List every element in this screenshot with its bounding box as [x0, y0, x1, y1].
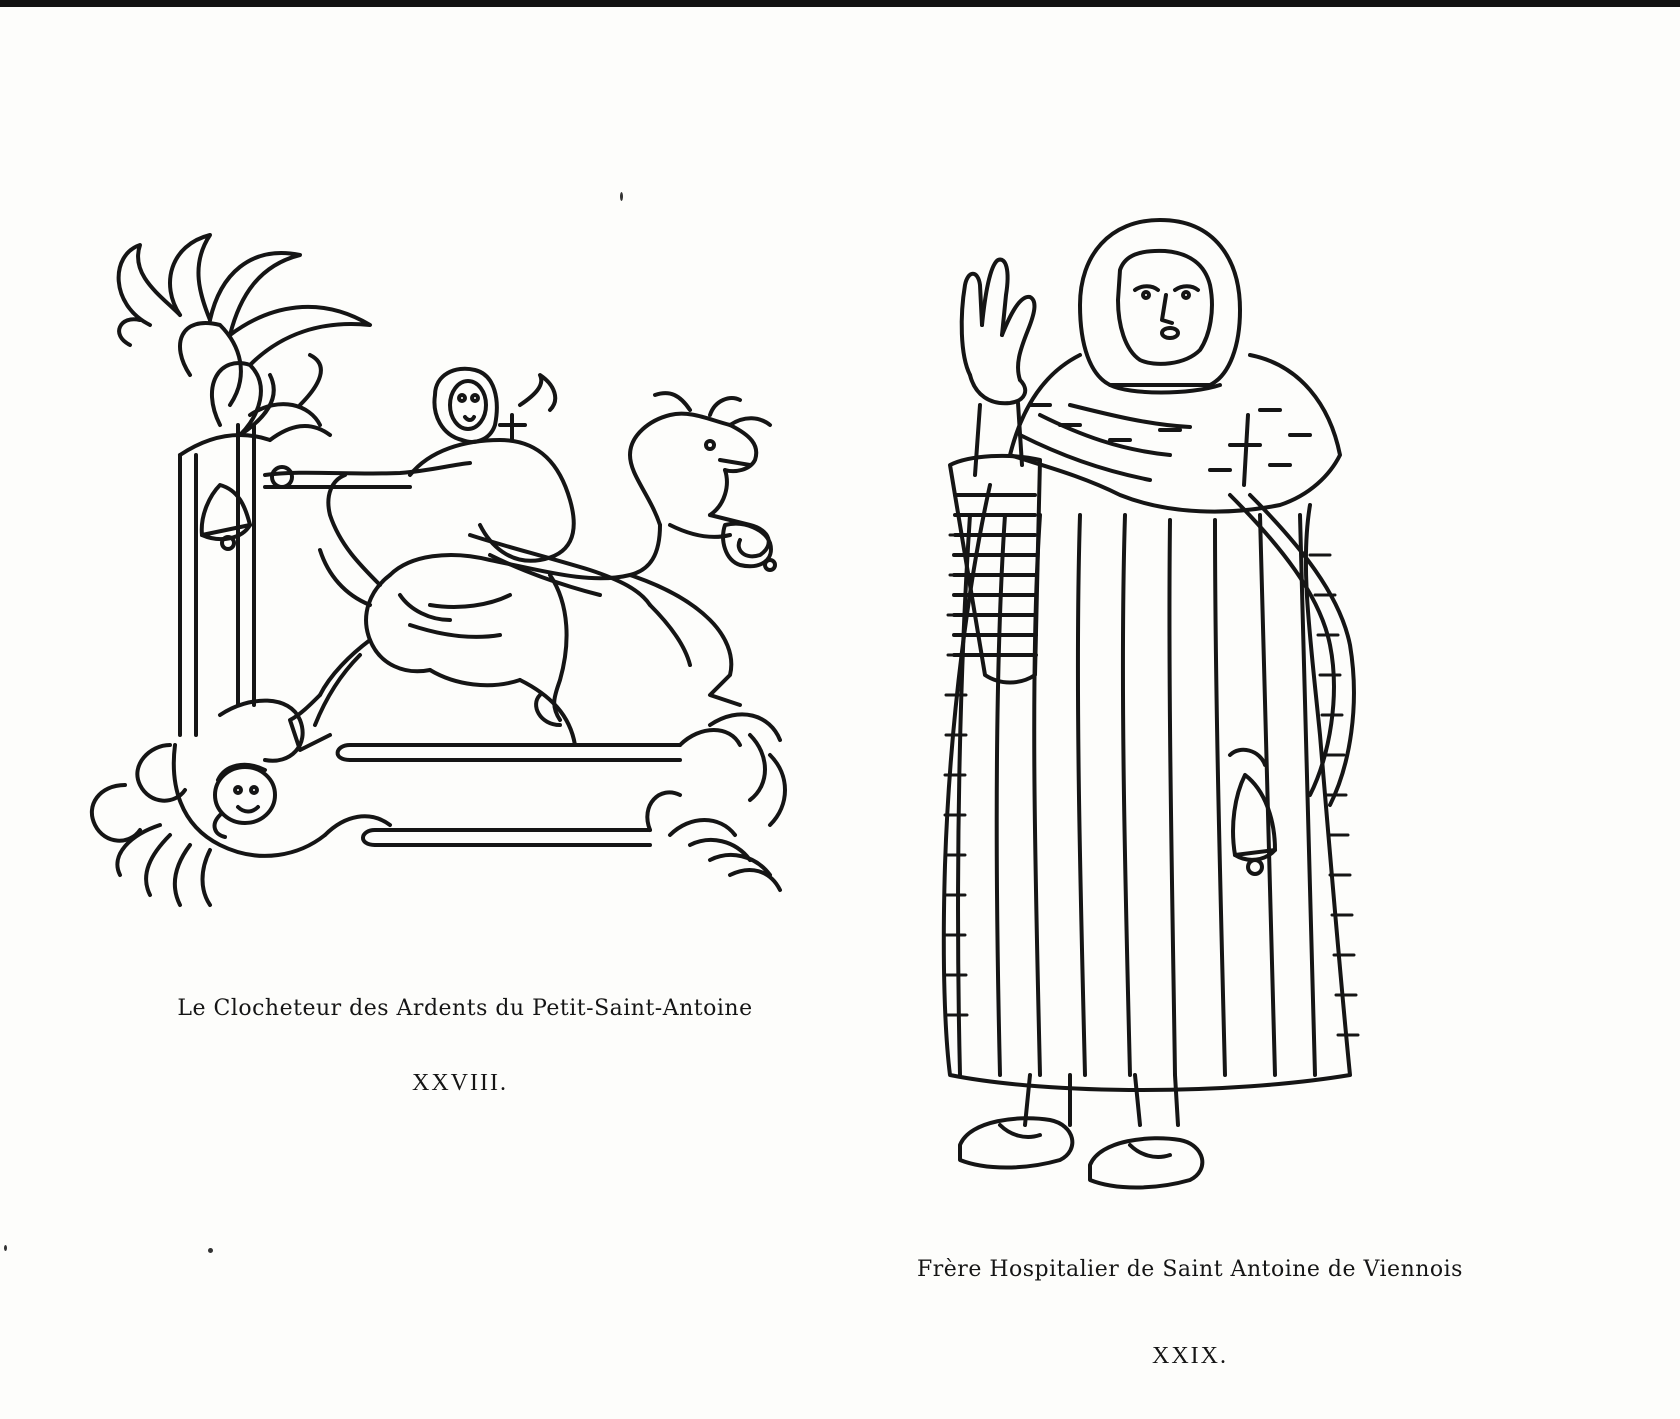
rider-arm: [265, 463, 470, 475]
plate-xxix-caption: Frère Hospitalier de Saint Antoine de Viennois: [917, 1257, 1463, 1282]
rider-figure: [410, 369, 650, 725]
grotesque-head: [215, 765, 275, 837]
robe-hatching: [945, 535, 1358, 1035]
plate-xxviii-caption: Le Clocheteur des Ardents du Petit-Saint-Antoine: [177, 996, 753, 1021]
mantle-cross: [1230, 415, 1260, 485]
hand-bell-left: [202, 485, 250, 549]
paper-speck: [620, 192, 623, 201]
page-top-rule: [0, 0, 1680, 7]
plate-xxviii-engraving: [70, 225, 850, 985]
raised-hand: [962, 260, 1035, 475]
bell-posts: [180, 425, 254, 735]
plate-xxix-numeral: XXIX.: [1152, 1343, 1228, 1369]
paper-speck: [4, 1245, 7, 1251]
plate-xxviii-numeral: XXVIII.: [412, 1070, 508, 1096]
sandals: [960, 1075, 1202, 1188]
mantle: [1010, 355, 1340, 512]
flame-tree: [119, 235, 370, 455]
hood-head: [1080, 220, 1240, 385]
plate-xxix-engraving: [930, 215, 1450, 1235]
paper-speck: [208, 1248, 213, 1253]
